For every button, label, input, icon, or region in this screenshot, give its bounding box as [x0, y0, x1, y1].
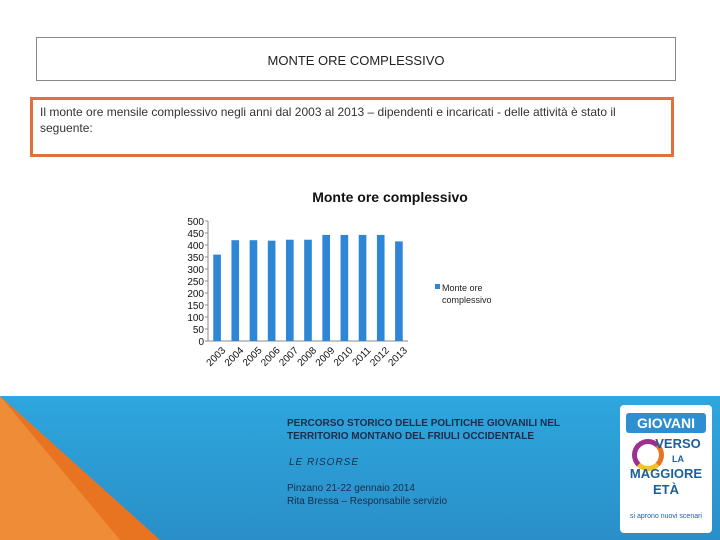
bar-2007	[286, 240, 294, 341]
logo-title: GIOVANI	[626, 413, 706, 433]
logo-word-2: LA	[672, 454, 684, 464]
x-tick-label: 2004	[222, 345, 247, 369]
legend-label: Monte ore complessivo	[442, 283, 492, 305]
y-tick-label: 250	[187, 277, 204, 288]
bar-2009	[322, 235, 330, 341]
y-tick-label: 400	[187, 241, 204, 252]
logo-subtitle: si aprono nuovi scenari	[630, 513, 702, 520]
bar-2010	[341, 235, 349, 341]
x-tick-label: 2006	[259, 345, 283, 369]
bar-2003	[213, 255, 221, 341]
x-tick-label: 2012	[368, 345, 392, 369]
giovani-logo	[620, 405, 712, 533]
y-tick-label: 500	[187, 217, 204, 228]
x-tick-label: 2013	[386, 345, 410, 369]
footer-orange-shade	[0, 396, 120, 540]
legend-swatch	[435, 284, 440, 289]
slide-title: MONTE ORE COMPLESSIVO	[267, 53, 445, 68]
footer-section: LE RISORSE	[289, 457, 360, 468]
logo-word-3: MAGGIORE	[629, 466, 703, 481]
y-tick-label: 100	[187, 313, 204, 324]
bar-2004	[231, 240, 239, 341]
y-tick-label: 450	[187, 229, 204, 240]
x-tick-label: 2010	[331, 345, 356, 369]
footer-line-1: PERCORSO STORICO DELLE POLITICHE GIOVANILI NEL	[287, 418, 560, 429]
x-tick-label: 2007	[277, 345, 301, 369]
footer-line-2: TERRITORIO MONTANO DEL FRIULI OCCIDENTALE	[287, 431, 535, 442]
y-tick-label: 200	[187, 289, 204, 300]
bar-2006	[268, 241, 276, 341]
footer-place-date: Pinzano 21-22 gennaio 2014	[287, 483, 415, 494]
chart-title: Monte ore complessivo	[312, 189, 468, 205]
bar-2012	[377, 235, 385, 341]
y-tick-label: 300	[187, 265, 204, 276]
bar-2011	[359, 235, 367, 341]
y-tick-label: 0	[198, 337, 204, 348]
logo-word-4: ETÀ	[653, 482, 679, 497]
bar-2013	[395, 241, 403, 341]
logo-word-1: VERSO	[655, 436, 701, 451]
footer-band	[0, 396, 720, 540]
y-tick-label: 150	[187, 301, 204, 312]
x-tick-label: 2009	[313, 345, 338, 369]
bar-2005	[250, 240, 258, 341]
x-tick-label: 2003	[204, 345, 229, 369]
intro-text: Il monte ore mensile complessivo negli anni dal 2003 al 2013 – dipendenti e incaricati - delle attività è stato il seguente:	[40, 105, 616, 135]
x-tick-label: 2008	[295, 345, 320, 369]
bar-2008	[304, 240, 312, 341]
x-tick-label: 2005	[241, 345, 265, 369]
x-tick-label: 2011	[350, 345, 374, 369]
y-tick-label: 350	[187, 253, 204, 264]
footer-author: Rita Bressa – Responsabile servizio	[287, 496, 448, 507]
y-tick-label: 50	[192, 325, 204, 336]
